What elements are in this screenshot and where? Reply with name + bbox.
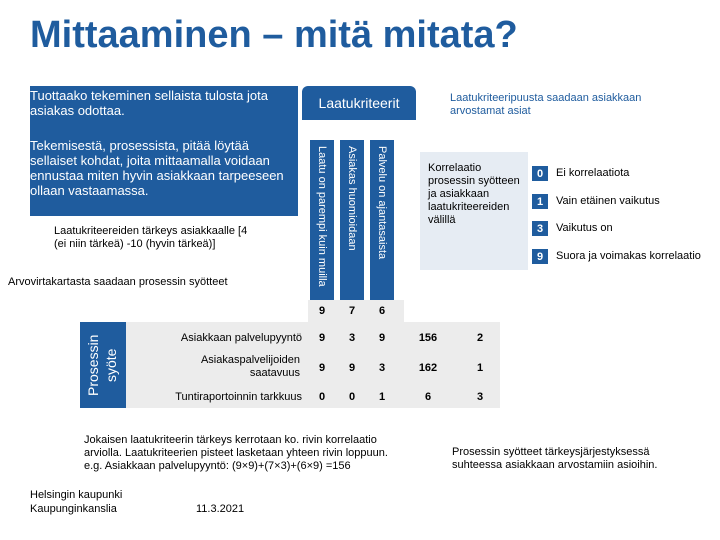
row3-value-3: 1: [378, 391, 386, 403]
row2-rank: 1: [476, 362, 484, 374]
legend-value-1: 1: [532, 194, 548, 209]
intro-question: Tuottaako tekeminen sellaista tulosta jota asiakas odottaa.: [30, 88, 268, 118]
criteria-header-1: [310, 140, 334, 300]
legend-text-3: Vaikutus on: [556, 222, 613, 234]
row3-rank: 3: [476, 391, 484, 403]
input-side-panel: [80, 322, 126, 408]
legend-value-3: 3: [532, 221, 548, 236]
row2-value-3: 3: [378, 362, 386, 374]
row1-score: 156: [418, 332, 438, 344]
row-label-3: Tuntiraportoinnin tarkkuus: [175, 391, 302, 403]
intro-panel: [30, 86, 298, 216]
row1-value-1: 9: [318, 332, 326, 344]
row3-score: 6: [424, 391, 432, 403]
criteria-weight-2: 7: [348, 305, 356, 317]
intro-find: Tekemisestä, prosessista, pitää löytää sellaiset kohdat, joita mittaamalla voidaan ennustaa miten hyvin asiakkaan tarpeeseen ollaan vastaamassa.: [30, 138, 284, 198]
row1-rank: 2: [476, 332, 484, 344]
row-label-1: Asiakkaan palvelupyyntö: [180, 332, 302, 344]
input-side-label: Prosessin syöte: [85, 334, 119, 396]
criteria-note: Laatukriteeripuusta saadaan asiakkaan arvostamat asiat: [450, 92, 642, 117]
footnote: Jokaisen laatukriteerin tärkeys kerrotaan ko. rivin korrelaatio arviolla. Laatukriteerien pisteet lasketaan yhteen rivin loppuun. e.g. Asiakkaan palvelupyyntö: (9×9)+(7×3)+(6×9) =156: [84, 434, 388, 472]
footer-dept: Kaupunginkanslia: [30, 503, 117, 515]
footer-date: 11.3.2021: [196, 503, 245, 515]
correlation-label: Korrelaatio prosessin syötteen ja asiakkaan laatukriteereiden välillä: [428, 162, 520, 226]
criteria-label-3: Palvelu on ajantasaista: [376, 146, 388, 260]
row2-value-2: 9: [348, 362, 356, 374]
legend-text-0: Ei korrelaatiota: [556, 167, 630, 179]
row1-value-2: 3: [348, 332, 356, 344]
legend-text-1: Vain etäinen vaikutus: [556, 195, 660, 207]
criteria-label-2: Asiakas huomioidaan: [346, 146, 358, 251]
footer-org: Helsingin kaupunki: [30, 489, 123, 501]
criteria-header: Laatukriteerit: [302, 86, 416, 120]
row1-value-3: 9: [378, 332, 386, 344]
row-label-2: Asiakaspalvelijoiden saatavuus: [200, 354, 300, 379]
row3-value-1: 0: [318, 391, 326, 403]
criteria-weight-1: 9: [318, 305, 326, 317]
criteria-weight-3: 6: [378, 305, 386, 317]
criteria-header-2: [340, 140, 364, 300]
criteria-header-3: [370, 140, 394, 300]
row2-value-1: 9: [318, 362, 326, 374]
criteria-importance-label: Laatukriteereiden tärkeys asiakkaalle [4 (ei niin tärkeä) -10 (hyvin tärkeä)]: [54, 225, 248, 250]
legend-value-0: 0: [532, 166, 548, 181]
row2-score: 162: [418, 362, 438, 374]
legend-value-9: 9: [532, 249, 548, 264]
legend-text-9: Suora ja voimakas korrelaatio: [556, 250, 701, 262]
page-title: Mittaaminen – mitä mitata?: [30, 14, 518, 56]
value-chain-label: Arvovirtakartasta saadaan prosessin syötteet: [8, 276, 228, 288]
row3-value-2: 0: [348, 391, 356, 403]
priority-note: Prosessin syötteet tärkeysjärjestyksessä suhteessa asiakkaan arvostamiin asioihin.: [452, 446, 658, 471]
criteria-label-1: Laatu on parempi kuin muilla: [316, 146, 328, 287]
